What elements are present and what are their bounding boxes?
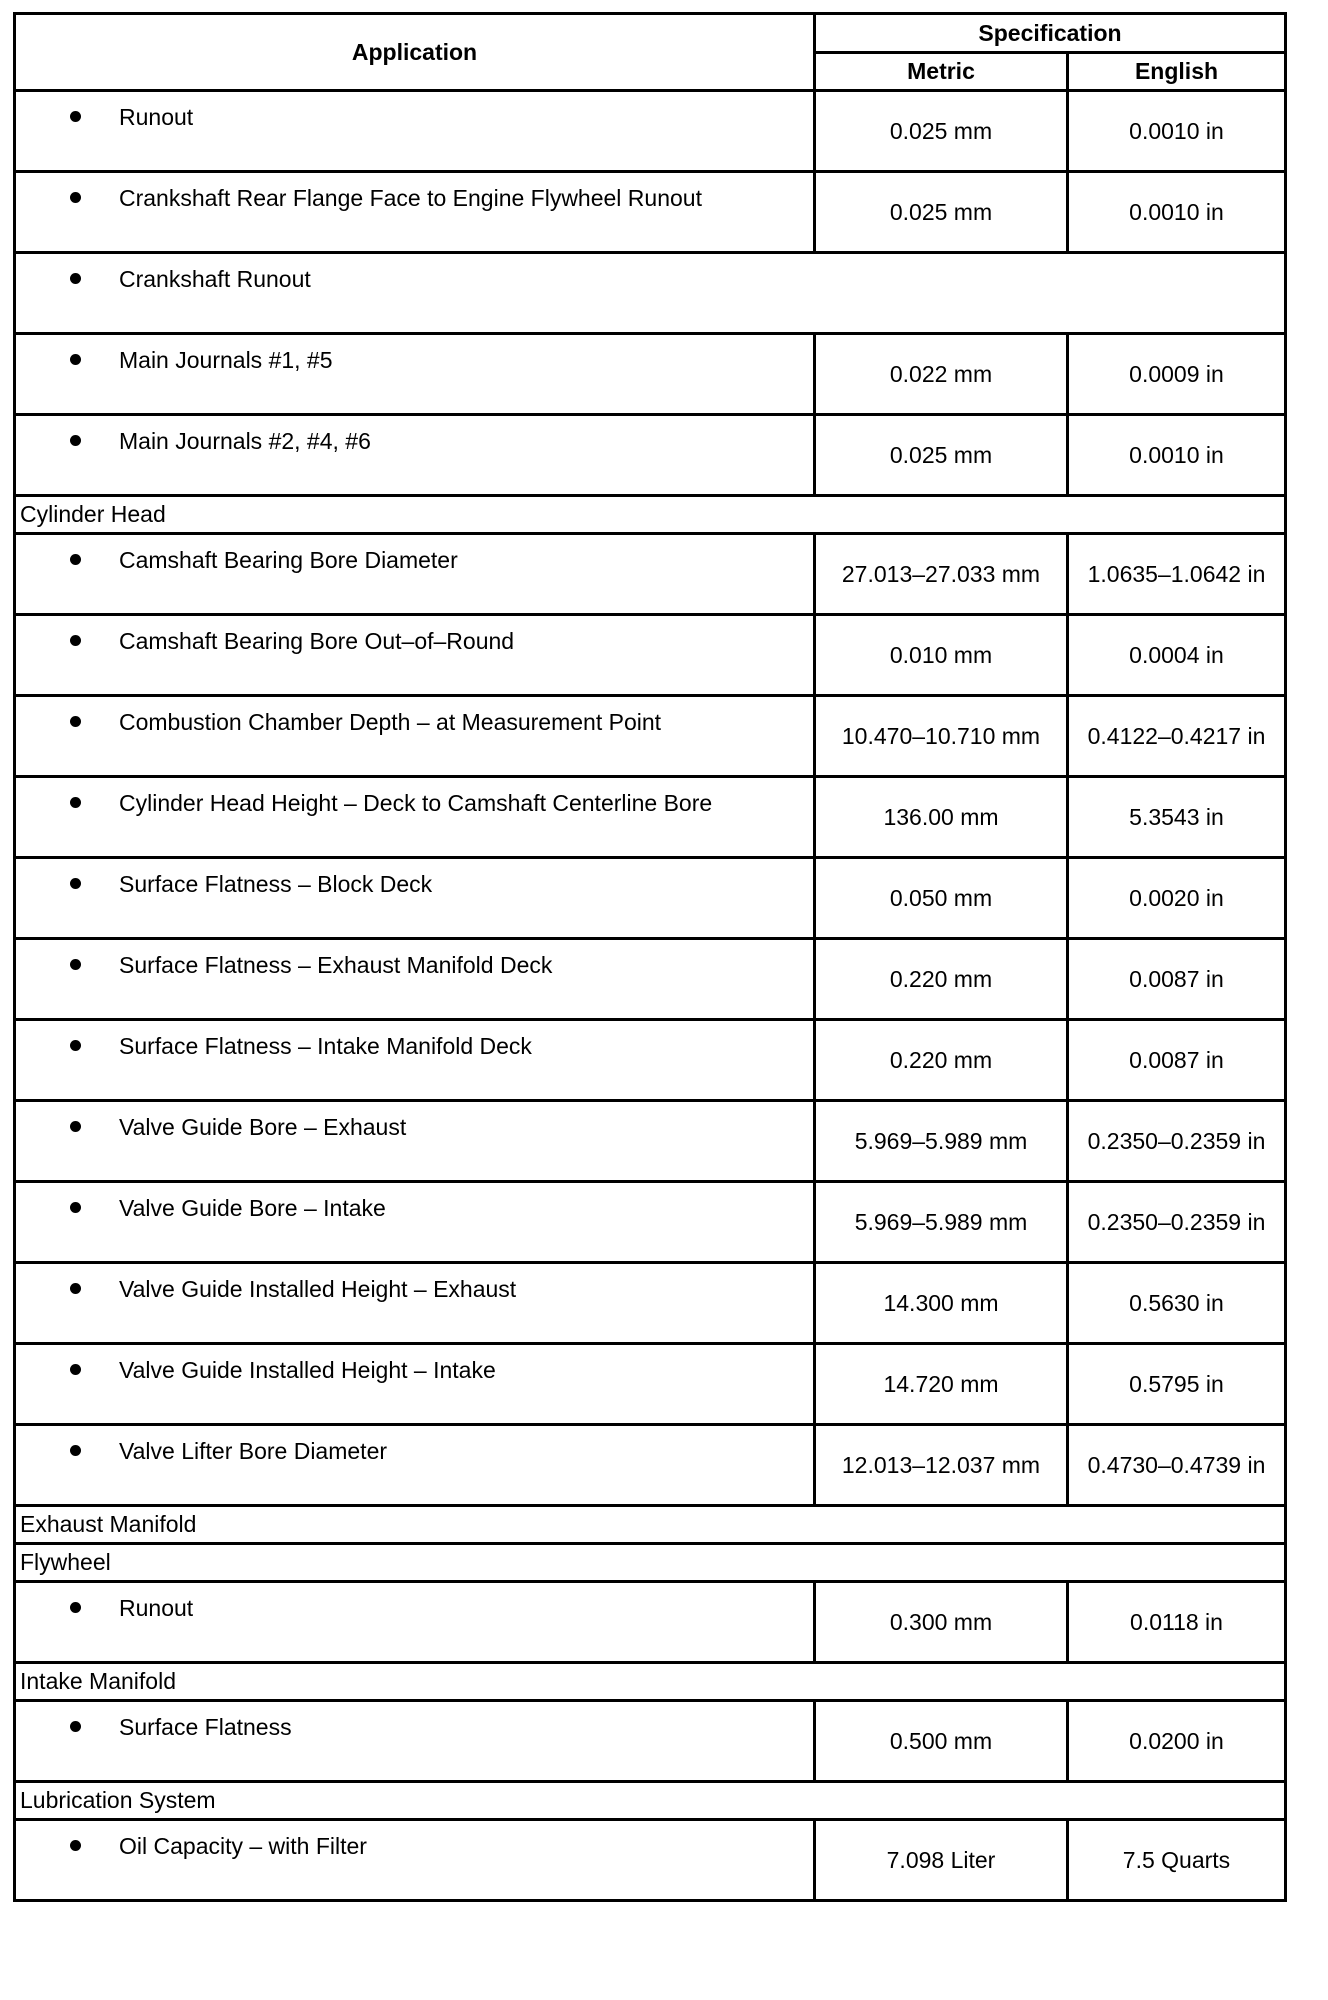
metric-value: 0.022 mm: [815, 334, 1068, 415]
english-value: 0.5795 in: [1068, 1344, 1286, 1425]
application-label: Surface Flatness – Intake Manifold Deck: [119, 1033, 532, 1059]
application-label: Valve Guide Installed Height – Exhaust: [119, 1276, 517, 1302]
application-cell: [15, 1344, 815, 1425]
english-value: 0.0087 in: [1068, 1020, 1286, 1101]
bullet-icon: [70, 273, 81, 284]
application-cell: [15, 1263, 815, 1344]
english-value: 0.0087 in: [1068, 939, 1286, 1020]
metric-value: 0.025 mm: [815, 91, 1068, 172]
application-label: Surface Flatness: [119, 1714, 292, 1740]
table-row: [15, 1425, 1286, 1506]
application-cell: [15, 1425, 815, 1506]
application-label: Crankshaft Runout: [119, 266, 311, 292]
metric-value: 0.010 mm: [815, 615, 1068, 696]
application-cell: [15, 1582, 815, 1663]
bullet-icon: [70, 1840, 81, 1851]
application-label: Main Journals #2, #4, #6: [119, 428, 371, 454]
application-cell: [15, 91, 815, 172]
bullet-icon: [70, 1121, 81, 1132]
application-cell: [15, 172, 815, 253]
metric-value: 0.025 mm: [815, 172, 1068, 253]
bullet-icon: [70, 635, 81, 646]
application-label: Surface Flatness – Exhaust Manifold Deck: [119, 952, 553, 978]
application-cell: [15, 415, 815, 496]
table-row: [15, 1101, 1286, 1182]
specification-header: Specification: [815, 14, 1286, 53]
table-row: [15, 1344, 1286, 1425]
metric-value: 5.969–5.989 mm: [815, 1182, 1068, 1263]
section-row: [15, 1782, 1286, 1820]
application-label: Main Journals #1, #5: [119, 347, 333, 373]
application-cell: [15, 1182, 815, 1263]
english-value: 0.5630 in: [1068, 1263, 1286, 1344]
specification-table: [13, 12, 1287, 1902]
section-title: Cylinder Head: [15, 496, 1286, 534]
application-label: Camshaft Bearing Bore Out–of–Round: [119, 628, 515, 654]
bullet-icon: [70, 716, 81, 727]
application-cell: [15, 1020, 815, 1101]
application-label: Surface Flatness – Block Deck: [119, 871, 433, 897]
section-row: [15, 1506, 1286, 1544]
application-cell: [15, 939, 815, 1020]
application-label: Crankshaft Rear Flange Face to Engine Flywheel Runout: [119, 185, 702, 211]
bullet-icon: [70, 1445, 81, 1456]
table-row: [15, 172, 1286, 253]
english-header: English: [1068, 53, 1286, 91]
metric-value: 5.969–5.989 mm: [815, 1101, 1068, 1182]
english-value: 0.4730–0.4739 in: [1068, 1425, 1286, 1506]
bullet-icon: [70, 111, 81, 122]
english-value: 0.0010 in: [1068, 91, 1286, 172]
metric-value: 0.220 mm: [815, 939, 1068, 1020]
application-label: Camshaft Bearing Bore Diameter: [119, 547, 458, 573]
section-title: Exhaust Manifold: [15, 1506, 1286, 1544]
bullet-icon: [70, 1283, 81, 1294]
english-value: 0.0009 in: [1068, 334, 1286, 415]
application-cell: [15, 1701, 815, 1782]
english-value: 5.3543 in: [1068, 777, 1286, 858]
application-cell: [15, 253, 1286, 334]
english-value: 0.0010 in: [1068, 172, 1286, 253]
bullet-icon: [70, 959, 81, 970]
application-cell: [15, 615, 815, 696]
metric-value: 0.220 mm: [815, 1020, 1068, 1101]
bullet-icon: [70, 435, 81, 446]
bullet-icon: [70, 1364, 81, 1375]
table-row: [15, 334, 1286, 415]
metric-header: Metric: [815, 53, 1068, 91]
table-row: [15, 415, 1286, 496]
metric-value: 12.013–12.037 mm: [815, 1425, 1068, 1506]
english-value: 0.0118 in: [1068, 1582, 1286, 1663]
section-row: [15, 1544, 1286, 1582]
application-cell: [15, 534, 815, 615]
metric-value: 14.300 mm: [815, 1263, 1068, 1344]
application-cell: [15, 777, 815, 858]
application-label: Valve Guide Bore – Exhaust: [119, 1114, 407, 1140]
english-value: 0.0200 in: [1068, 1701, 1286, 1782]
english-value: 7.5 Quarts: [1068, 1820, 1286, 1901]
section-title: Intake Manifold: [15, 1663, 1286, 1701]
metric-value: 0.500 mm: [815, 1701, 1068, 1782]
table-row: [15, 858, 1286, 939]
english-value: 1.0635–1.0642 in: [1068, 534, 1286, 615]
application-header: Application: [15, 14, 815, 91]
application-label: Oil Capacity – with Filter: [119, 1833, 367, 1859]
application-label: Valve Guide Installed Height – Intake: [119, 1357, 496, 1383]
bullet-icon: [70, 1721, 81, 1732]
application-cell: [15, 858, 815, 939]
application-cell: [15, 1101, 815, 1182]
english-value: 0.2350–0.2359 in: [1068, 1182, 1286, 1263]
metric-value: 7.098 Liter: [815, 1820, 1068, 1901]
metric-value: 27.013–27.033 mm: [815, 534, 1068, 615]
specification-rows: [15, 91, 1286, 1901]
application-cell: [15, 696, 815, 777]
bullet-icon: [70, 878, 81, 889]
application-label: Valve Lifter Bore Diameter: [119, 1438, 388, 1464]
table-row: [15, 1020, 1286, 1101]
english-value: 0.0020 in: [1068, 858, 1286, 939]
table-row: [15, 1701, 1286, 1782]
metric-value: 0.025 mm: [815, 415, 1068, 496]
application-cell: [15, 1820, 815, 1901]
metric-value: 14.720 mm: [815, 1344, 1068, 1425]
table-row: [15, 1182, 1286, 1263]
table-row: [15, 1263, 1286, 1344]
table-row: [15, 939, 1286, 1020]
section-title: Flywheel: [15, 1544, 1286, 1582]
bullet-icon: [70, 1202, 81, 1213]
bullet-icon: [70, 1040, 81, 1051]
table-row: [15, 91, 1286, 172]
table-row: [15, 777, 1286, 858]
application-label: Runout: [119, 104, 194, 130]
table-row: [15, 1582, 1286, 1663]
table-row: [15, 696, 1286, 777]
metric-value: 136.00 mm: [815, 777, 1068, 858]
application-label: Cylinder Head Height – Deck to Camshaft Centerline Bore: [119, 790, 713, 816]
application-label: Valve Guide Bore – Intake: [119, 1195, 386, 1221]
table-row: [15, 615, 1286, 696]
application-cell: [15, 334, 815, 415]
application-label: Combustion Chamber Depth – at Measurement Point: [119, 709, 662, 735]
section-row: [15, 496, 1286, 534]
table-row: [15, 253, 1286, 334]
section-title: Lubrication System: [15, 1782, 1286, 1820]
bullet-icon: [70, 554, 81, 565]
table-row: [15, 1820, 1286, 1901]
english-value: 0.2350–0.2359 in: [1068, 1101, 1286, 1182]
metric-value: 0.300 mm: [815, 1582, 1068, 1663]
bullet-icon: [70, 1602, 81, 1613]
bullet-icon: [70, 354, 81, 365]
english-value: 0.4122–0.4217 in: [1068, 696, 1286, 777]
english-value: 0.0010 in: [1068, 415, 1286, 496]
table-row: [15, 534, 1286, 615]
application-label: Runout: [119, 1595, 194, 1621]
bullet-icon: [70, 797, 81, 808]
bullet-icon: [70, 192, 81, 203]
section-row: [15, 1663, 1286, 1701]
english-value: 0.0004 in: [1068, 615, 1286, 696]
metric-value: 10.470–10.710 mm: [815, 696, 1068, 777]
metric-value: 0.050 mm: [815, 858, 1068, 939]
